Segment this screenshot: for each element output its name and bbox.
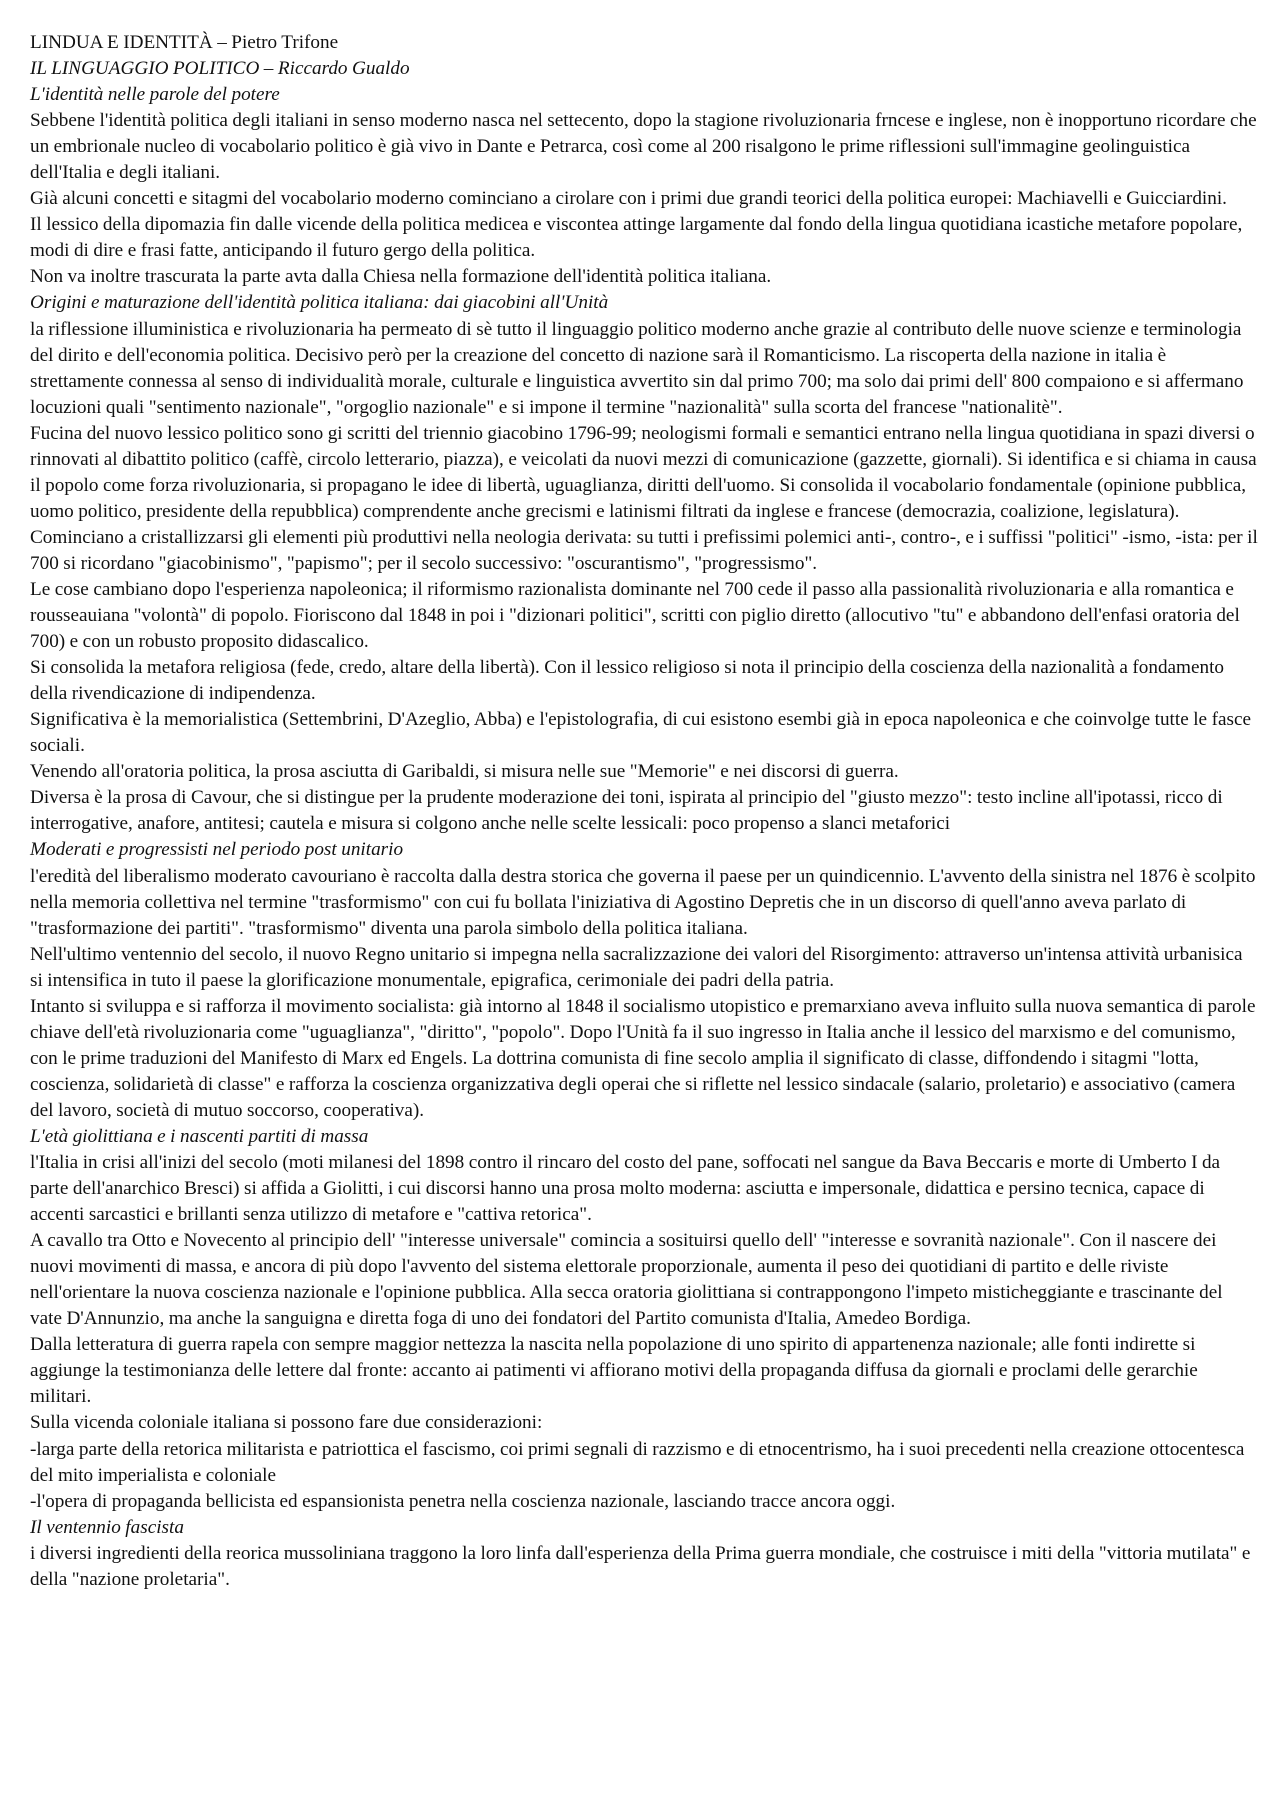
paragraph: Sulla vicenda coloniale italiana si possono fare due considerazioni: (30, 1412, 543, 1434)
document-page (30, 30, 1258, 1593)
title-line: LINDUA E IDENTITÀ – Pietro Trifone (30, 32, 339, 53)
section-heading: Origini e maturazione dell'identità politica italiana: dai giacobini all'Unità (30, 292, 609, 314)
paragraph: Intanto si sviluppa e si rafforza il movimento socialista: già intorno al 1848 il socialismo utopistico e premarxiano aveva influito sulla nuova semantica di parole chiave dell'età rivoluzionaria come "uguaglianza", "diritto", "popolo". Dopo l'Unità fa il suo ingresso in Italia anche il lessico del marxismo e del comunismo, con le prime traduzioni del Manifesto di Marx ed Engels. La dottrina comunista di fine secolo amplia il significato di classe, diffondendo i sitagmi "lotta, coscienza, solidarietà di classe" e rafforza la coscienza organizzativa degli operai che si riflette nel lessico sindacale (salario, proletario) e associativo (camera del lavoro, società di mutuo soccorso, cooperativa). (30, 995, 1256, 1121)
paragraph: Venendo all'oratoria politica, la prosa asciutta di Garibaldi, si misura nelle sue "Memorie" e nei discorsi di guerra. (30, 761, 899, 783)
section-heading: Il ventennio fascista (30, 1516, 184, 1538)
paragraph: Nell'ultimo ventennio del secolo, il nuovo Regno unitario si impegna nella sacralizzazione dei valori del Risorgimento: attraverso un'intensa attività urbanisica si intensifica in tuto il paese la glorificazione monumentale, epigrafica, cerimoniale dei padri della patria. (30, 943, 1243, 991)
paragraph: l'Italia in crisi all'inizi del secolo (moti milanesi del 1898 contro il rincaro del costo del pane, soffocati nel sangue da Bava Beccaris e morte di Umberto I da parte dell'anarchico Bresci) si affida a Giolitti, i cui discorsi hanno una prosa molto moderna: asciutta e impersonale, didattica e persino tecnica, capace di accenti sarcastici e brillanti senza utilizzo di metafore e "cattiva retorica". (30, 1152, 1221, 1226)
paragraph: i diversi ingredienti della reorica mussoliniana traggono la loro linfa dall'esperienza della Prima guerra mondiale, che costruisce i miti della "vittoria mutilata" e della "nazione proletaria". (30, 1542, 1251, 1590)
section-heading: Moderati e progressisti nel periodo post unitario (30, 839, 404, 861)
paragraph: Il lessico della dipomazia fin dalle vicende della politica medicea e viscontea attinge largamente dal fondo della lingua quotidiana icastiche metafore popolare, modi di dire e frasi fatte, anticipando il futuro gergo della politica. (30, 214, 1243, 262)
paragraph: A cavallo tra Otto e Novecento al principio dell' "interesse universale" comincia a sosituirsi quello dell' "interesse e sovranità nazionale". Con il nascere dei nuovi movimenti di massa, e ancora di più dopo l'avvento del sistema elettorale proporzionale, aumenta il peso dei quotidiani di partito e delle riviste nell'orientare la nuova coscienza nazionale e l'opinione pubblica. Alla secca oratoria giolittiana si contrappongono l'impeto misticheggiante e trascinante del vate D'Annunzio, ma anche la sanguigna e diretta foga di uno dei fondatori del Partito comunista d'Italia, Amedeo Bordiga. (30, 1230, 1223, 1330)
paragraph: Non va inoltre trascurata la parte avta dalla Chiesa nella formazione dell'identità politica italiana. (30, 266, 772, 288)
paragraph: Significativa è la memorialistica (Settembrini, D'Azeglio, Abba) e l'epistolografia, di cui esistono esembi già in epoca napoleonica e che coinvolge tutte le fasce sociali. (30, 709, 1251, 757)
paragraph: Fucina del nuovo lessico politico sono gi scritti del triennio giacobino 1796-99; neologismi formali e semantici entrano nella lingua quotidiana in spazi diversi o rinnovati al dibattito politico (caffè, circolo letterario, piazza), e veicolati da nuovi mezzi di comunicazione (gazzette, giornali). Si identifica e si chiama in causa il popolo come forza rivoluzionaria, si propagano le idee di libertà, uguaglianza, diritti dell'uomo. Si consolida il vocabolario fondamentale (opinione pubblica, uomo politico, presidente della repubblica) comprendente anche grecismi e latinismi filtrati da inglese e francese (democrazia, coalizione, legislatura). Cominciano a cristallizzarsi gli elementi più produttivi nella neologia derivata: su tutti i prefissimi polemici anti-, contro-, e i suffissi "politici" -ismo, -ista: per il 700 si ricordano "giacobinismo", "papismo"; per il secolo successivo: "oscurantismo", "progressismo". (30, 422, 1258, 574)
subtitle-line: IL LINGUAGGIO POLITICO – Riccardo Gualdo (30, 58, 410, 80)
paragraph: la riflessione illuministica e rivoluzionaria ha permeato di sè tutto il linguaggio politico moderno anche grazie al contributo delle nuove scienze e terminologia del dirito e dell'economia politica. Decisivo però per la creazione del concetto di nazione sarà il Romanticismo. La riscoperta della nazione in italia è strettamente connessa al senso di individualità morale, culturale e linguistica avvertito sin dal primo 700; ma solo dai primi dell' 800 compaiono e si affermano locuzioni quali "sentimento nazionale", "orgoglio nazionale" e si impone il termine "nazionalità" sulla scorta del francese "nationalitè". (30, 318, 1244, 418)
paragraph: Dalla letteratura di guerra rapela con sempre maggior nettezza la nascita nella popolazione di uno spirito di appartenenza nazionale; alle fonti indirette si aggiunge la testimonianza delle lettere dal fronte: accanto ai patimenti vi affiorano motivi della propaganda diffusa da giornali e proclami delle gerarchie militari. (30, 1334, 1198, 1408)
paragraph: Sebbene l'identità politica degli italiani in senso moderno nasca nel settecento, dopo la stagione rivoluzionaria frncese e inglese, non è inopportuno ricordare che un embrionale nucleo di vocabolario politico è già vivo in Dante e Petrarca, così come al 200 risalgono le prime riflessioni sull'immagine geolinguistica dell'Italia e degli italiani. (30, 110, 1257, 184)
paragraph: -larga parte della retorica militarista e patriottica el fascismo, coi primi segnali di razzismo e di etnocentrismo, ha i suoi precedenti nella creazione ottocentesca del mito imperialista e coloniale (30, 1438, 1245, 1486)
section-heading: L'età giolittiana e i nascenti partiti di massa (30, 1125, 369, 1147)
paragraph: l'eredità del liberalismo moderato cavouriano è raccolta dalla destra storica che governa il paese per un quindicennio. L'avvento della sinistra nel 1876 è scolpito nella memoria collettiva nel termine "trasformismo" con cui fu bollata l'iniziativa di Agostino Depretis che in un discorso di quell'anno aveva parlato di "trasformazione dei partiti". "trasformismo" diventa una parola simbolo della politica italiana. (30, 865, 1256, 939)
paragraph: Le cose cambiano dopo l'esperienza napoleonica; il riformismo razionalista dominante nel 700 cede il passo alla passionalità rivoluzionaria e alla romantica e rousseauiana "volontà" di popolo. Fioriscono dal 1848 in poi i "dizionari politici", scritti con piglio diretto (allocutivo "tu" e abbandono dell'enfasi oratoria del 700) e con un robusto proposito didascalico. (30, 578, 1240, 653)
paragraph: Già alcuni concetti e sitagmi del vocabolario moderno cominciano a cirolare con i primi due grandi teorici della politica europei: Machiavelli e Guicciardini. (30, 188, 1227, 210)
paragraph: -l'opera di propaganda bellicista ed espansionista penetra nella coscienza nazionale, lasciando tracce ancora oggi. (30, 1490, 896, 1512)
paragraph: Si consolida la metafora religiosa (fede, credo, altare della libertà). Con il lessico religioso si nota il principio della coscienza della nazionalità a fondamento della rivendicazione di indipendenza. (30, 657, 1225, 705)
paragraph: Diversa è la prosa di Cavour, che si distingue per la prudente moderazione dei toni, ispirata al principio del "giusto mezzo": testo incline all'ipotassi, ricco di interrogative, anafore, antitesi; cautela e misura si colgono anche nelle scelte lessicali: poco propenso a slanci metaforici (30, 787, 1223, 835)
section-heading: L'identità nelle parole del potere (30, 84, 280, 106)
